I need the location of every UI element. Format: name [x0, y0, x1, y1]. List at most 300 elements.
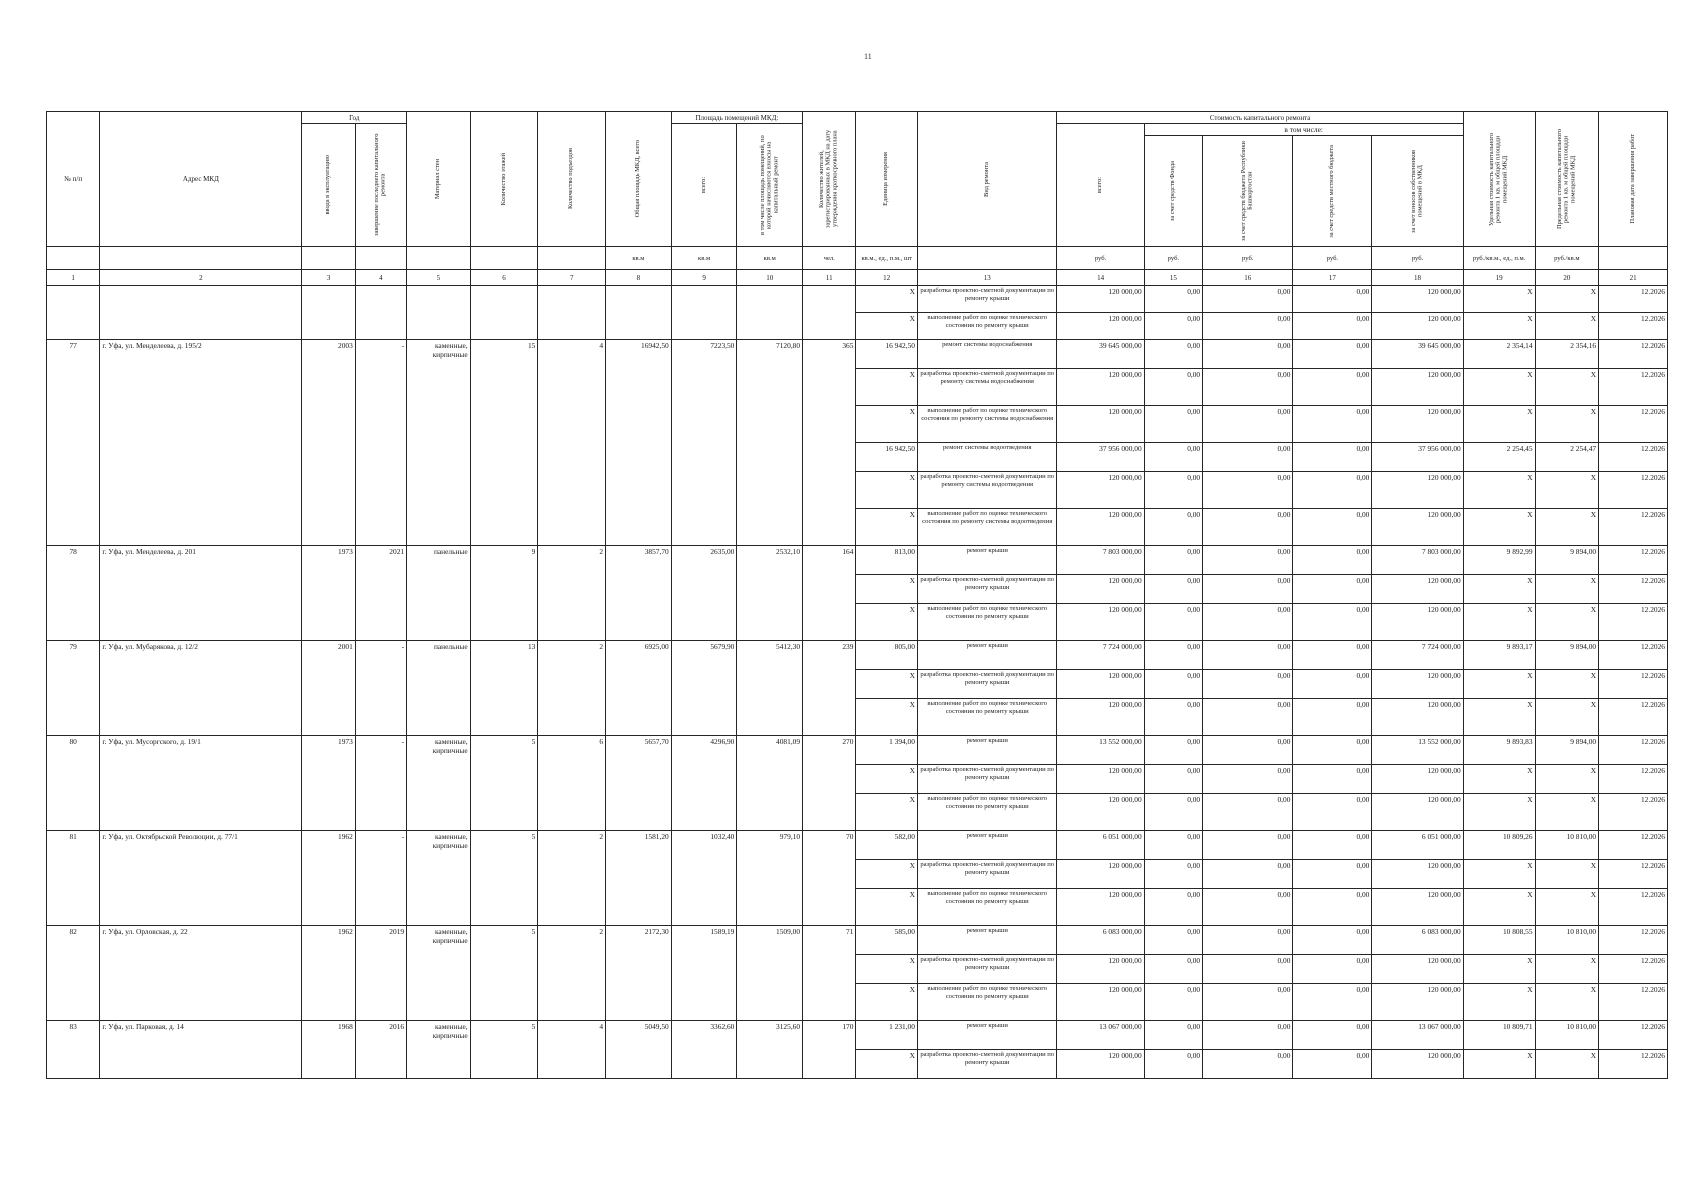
row-year-commissioning: [302, 765, 355, 794]
row-cost-owners: 6 083 000,00: [1372, 926, 1463, 955]
row-deadline: 12.2026: [1599, 984, 1668, 1021]
row-cost-fund: 0,00: [1144, 509, 1202, 546]
hdr-cost-fund: за счет средств Фонда: [1144, 136, 1202, 247]
row-cost-total: 120 000,00: [1057, 765, 1144, 794]
hdr-wall-material: Материал стен: [407, 112, 471, 247]
row-year-commissioning: [302, 604, 355, 641]
row-entrances: 4: [538, 340, 606, 369]
row-num: [47, 794, 100, 831]
row-premises-total: [671, 889, 737, 926]
row-unit: X: [856, 286, 918, 313]
row-premises-total: 3362,60: [671, 1021, 737, 1050]
row-deadline: 12.2026: [1599, 1021, 1668, 1050]
table-row: [47, 1021, 1668, 1050]
hdr-cost-republic: за счет средств бюджета Республики Башкортостан: [1203, 136, 1293, 247]
row-premises-total: [671, 369, 737, 406]
row-num: 78: [47, 546, 100, 575]
row-num: 79: [47, 641, 100, 670]
row-deadline: 12.2026: [1599, 955, 1668, 984]
row-unit-cost: 9 892,99: [1463, 546, 1535, 575]
table-row: [47, 831, 1668, 860]
row-floors: 15: [470, 340, 538, 369]
row-cost-republic: 0,00: [1203, 860, 1293, 889]
row-year-commissioning: 2001: [302, 641, 355, 670]
row-unit-cost: 2 354,14: [1463, 340, 1535, 369]
table-row: [47, 765, 1668, 794]
row-unit-cost: 9 893,83: [1463, 736, 1535, 765]
row-year-commissioning: [302, 472, 355, 509]
row-year-last-repair: -: [355, 831, 406, 860]
row-total-area: [606, 604, 672, 641]
row-cost-total: 6 083 000,00: [1057, 926, 1144, 955]
row-premises-residential: [737, 955, 803, 984]
row-cost-republic: 0,00: [1203, 699, 1293, 736]
row-premises-residential: [737, 369, 803, 406]
row-unit: X: [856, 889, 918, 926]
row-year-last-repair: 2021: [355, 546, 406, 575]
row-cost-local: 0,00: [1293, 926, 1372, 955]
row-cost-total: 120 000,00: [1057, 509, 1144, 546]
row-total-area: [606, 984, 672, 1021]
row-cost-local: 0,00: [1293, 641, 1372, 670]
row-max-cost: X: [1535, 860, 1599, 889]
row-premises-residential: [737, 699, 803, 736]
row-year-commissioning: [302, 509, 355, 546]
row-cost-fund: 0,00: [1144, 831, 1202, 860]
row-wall-material: [407, 443, 471, 472]
row-max-cost: 9 894,00: [1535, 736, 1599, 765]
row-cost-republic: 0,00: [1203, 926, 1293, 955]
row-work-type: ремонт крыши: [917, 546, 1057, 575]
row-year-last-repair: -: [355, 736, 406, 765]
row-cost-republic: 0,00: [1203, 575, 1293, 604]
row-cost-republic: 0,00: [1203, 509, 1293, 546]
row-premises-residential: 4081,09: [737, 736, 803, 765]
row-cost-local: 0,00: [1293, 955, 1372, 984]
row-work-type: разработка проектно-сметной документации по ремонту крыши: [917, 286, 1057, 313]
row-cost-fund: 0,00: [1144, 472, 1202, 509]
row-unit: X: [856, 604, 918, 641]
row-work-type: выполнение работ по оценке технического состояния по ремонту крыши: [917, 313, 1057, 340]
row-max-cost: X: [1535, 472, 1599, 509]
row-unit: X: [856, 313, 918, 340]
row-num: [47, 670, 100, 699]
row-cost-total: 120 000,00: [1057, 1050, 1144, 1079]
row-unit: 585,00: [856, 926, 918, 955]
row-cost-local: 0,00: [1293, 604, 1372, 641]
row-unit-cost: 10 809,26: [1463, 831, 1535, 860]
row-max-cost: X: [1535, 406, 1599, 443]
row-entrances: [538, 604, 606, 641]
row-address: [100, 860, 302, 889]
row-premises-total: [671, 955, 737, 984]
row-num: [47, 575, 100, 604]
row-premises-total: [671, 860, 737, 889]
row-address: г. Уфа, ул. Менделеева, д. 195/2: [100, 340, 302, 369]
row-unit-cost: X: [1463, 955, 1535, 984]
row-cost-total: 120 000,00: [1057, 699, 1144, 736]
row-floors: [470, 604, 538, 641]
row-year-last-repair: 2016: [355, 1021, 406, 1050]
row-unit: X: [856, 1050, 918, 1079]
row-address: [100, 369, 302, 406]
row-residents: [803, 860, 856, 889]
row-work-type: разработка проектно-сметной документации по ремонту системы водоотведения: [917, 472, 1057, 509]
row-address: [100, 443, 302, 472]
row-unit-cost: 9 893,17: [1463, 641, 1535, 670]
row-entrances: [538, 1050, 606, 1079]
column-number: 8: [606, 270, 672, 286]
row-floors: 9: [470, 546, 538, 575]
hdr-unit-cost: Удельная стоимость капитального ремонта 1 кв. м общей площади помещений МКД: [1463, 112, 1535, 247]
row-deadline: 12.2026: [1599, 736, 1668, 765]
row-floors: 5: [470, 736, 538, 765]
row-address: [100, 575, 302, 604]
row-address: [100, 765, 302, 794]
row-entrances: [538, 406, 606, 443]
row-deadline: 12.2026: [1599, 604, 1668, 641]
row-cost-fund: 0,00: [1144, 340, 1202, 369]
row-premises-residential: [737, 313, 803, 340]
row-num: [47, 472, 100, 509]
row-year-last-repair: 2019: [355, 926, 406, 955]
row-residents: 270: [803, 736, 856, 765]
row-total-area: [606, 509, 672, 546]
row-floors: 5: [470, 1021, 538, 1050]
row-cost-total: 6 051 000,00: [1057, 831, 1144, 860]
row-total-area: [606, 443, 672, 472]
row-cost-owners: 120 000,00: [1372, 860, 1463, 889]
row-unit: X: [856, 472, 918, 509]
table-row: [47, 736, 1668, 765]
row-unit-cost: 10 808,55: [1463, 926, 1535, 955]
row-premises-total: [671, 313, 737, 340]
row-max-cost: X: [1535, 604, 1599, 641]
row-year-commissioning: [302, 313, 355, 340]
row-cost-fund: 0,00: [1144, 575, 1202, 604]
row-work-type: выполнение работ по оценке технического состояния по ремонту крыши: [917, 794, 1057, 831]
column-number: 4: [355, 270, 406, 286]
row-num: 81: [47, 831, 100, 860]
row-year-commissioning: [302, 575, 355, 604]
unit-cost-total: руб.: [1057, 247, 1144, 270]
row-unit: X: [856, 670, 918, 699]
hdr-cost-group: Стоимость капитального ремонта: [1057, 112, 1463, 124]
table-row: [47, 369, 1668, 406]
row-residents: [803, 889, 856, 926]
hdr-address: Адрес МКД: [100, 112, 302, 247]
row-premises-total: [671, 765, 737, 794]
row-deadline: 12.2026: [1599, 889, 1668, 926]
row-cost-owners: 120 000,00: [1372, 406, 1463, 443]
row-entrances: [538, 984, 606, 1021]
row-cost-republic: 0,00: [1203, 340, 1293, 369]
hdr-cost-total: всего:: [1057, 124, 1144, 247]
row-unit-cost: X: [1463, 699, 1535, 736]
row-max-cost: 10 810,00: [1535, 926, 1599, 955]
row-floors: [470, 286, 538, 313]
row-unit-cost: X: [1463, 889, 1535, 926]
row-address: [100, 472, 302, 509]
row-year-commissioning: [302, 406, 355, 443]
row-total-area: [606, 699, 672, 736]
unit-cost-owners: руб.: [1372, 247, 1463, 270]
row-address: [100, 1050, 302, 1079]
hdr-deadline: Плановая дата завершения работ: [1599, 112, 1668, 247]
row-residents: [803, 984, 856, 1021]
row-entrances: 6: [538, 736, 606, 765]
row-premises-residential: [737, 765, 803, 794]
row-unit: X: [856, 406, 918, 443]
row-floors: [470, 794, 538, 831]
row-year-last-repair: [355, 984, 406, 1021]
row-total-area: [606, 670, 672, 699]
row-num: [47, 1050, 100, 1079]
row-unit-cost: X: [1463, 860, 1535, 889]
row-entrances: [538, 860, 606, 889]
row-year-commissioning: [302, 984, 355, 1021]
row-floors: [470, 699, 538, 736]
row-premises-residential: 3125,60: [737, 1021, 803, 1050]
row-premises-total: [671, 604, 737, 641]
row-cost-republic: 0,00: [1203, 286, 1293, 313]
row-cost-owners: 120 000,00: [1372, 1050, 1463, 1079]
row-unit: 805,00: [856, 641, 918, 670]
row-address: [100, 699, 302, 736]
row-total-area: [606, 313, 672, 340]
row-wall-material: [407, 670, 471, 699]
table-row: [47, 955, 1668, 984]
row-premises-total: [671, 406, 737, 443]
row-cost-total: 120 000,00: [1057, 889, 1144, 926]
row-total-area: [606, 1050, 672, 1079]
row-address: [100, 889, 302, 926]
row-premises-residential: 1509,00: [737, 926, 803, 955]
row-address: г. Уфа, ул. Орловская, д. 22: [100, 926, 302, 955]
hdr-year-last-repair: завершение последнего капитального ремонта: [355, 124, 406, 247]
row-work-type: разработка проектно-сметной документации по ремонту крыши: [917, 575, 1057, 604]
row-premises-total: [671, 575, 737, 604]
unit-residents: чел.: [803, 247, 856, 270]
row-num: 82: [47, 926, 100, 955]
table-row: [47, 984, 1668, 1021]
row-unit: 813,00: [856, 546, 918, 575]
row-entrances: [538, 794, 606, 831]
hdr-residents: Количество жителей, зарегистрированных в МКД на дату утверждения краткосрочного плана: [803, 112, 856, 247]
row-year-commissioning: [302, 955, 355, 984]
row-floors: [470, 1050, 538, 1079]
row-total-area: [606, 860, 672, 889]
row-max-cost: X: [1535, 955, 1599, 984]
row-wall-material: [407, 604, 471, 641]
row-cost-local: 0,00: [1293, 670, 1372, 699]
row-premises-total: [671, 472, 737, 509]
row-cost-local: 0,00: [1293, 889, 1372, 926]
row-wall-material: панельные: [407, 546, 471, 575]
row-cost-republic: 0,00: [1203, 1050, 1293, 1079]
row-cost-republic: 0,00: [1203, 670, 1293, 699]
row-cost-republic: 0,00: [1203, 369, 1293, 406]
row-address: [100, 955, 302, 984]
hdr-year-commissioning: ввода в эксплуатацию: [302, 124, 355, 247]
row-num: [47, 286, 100, 313]
row-num: [47, 443, 100, 472]
row-cost-republic: 0,00: [1203, 794, 1293, 831]
row-residents: [803, 604, 856, 641]
row-floors: [470, 472, 538, 509]
row-unit: X: [856, 955, 918, 984]
row-deadline: 12.2026: [1599, 443, 1668, 472]
row-entrances: [538, 575, 606, 604]
row-unit-cost: X: [1463, 670, 1535, 699]
row-cost-republic: 0,00: [1203, 955, 1293, 984]
row-address: [100, 984, 302, 1021]
row-deadline: 12.2026: [1599, 670, 1668, 699]
row-year-last-repair: [355, 313, 406, 340]
row-floors: 13: [470, 641, 538, 670]
unit-area: кв.м: [606, 247, 672, 270]
row-deadline: 12.2026: [1599, 575, 1668, 604]
row-deadline: 12.2026: [1599, 406, 1668, 443]
row-cost-local: 0,00: [1293, 736, 1372, 765]
column-number: 7: [538, 270, 606, 286]
row-cost-total: 120 000,00: [1057, 369, 1144, 406]
row-cost-fund: 0,00: [1144, 699, 1202, 736]
hdr-unit: Единица измерения: [856, 112, 918, 247]
row-wall-material: каменные, кирпичные: [407, 340, 471, 369]
row-work-type: ремонт крыши: [917, 641, 1057, 670]
row-entrances: 2: [538, 546, 606, 575]
row-premises-residential: [737, 794, 803, 831]
row-total-area: 16942,50: [606, 340, 672, 369]
row-num: 80: [47, 736, 100, 765]
row-max-cost: X: [1535, 984, 1599, 1021]
row-cost-fund: 0,00: [1144, 889, 1202, 926]
table-row: [47, 546, 1668, 575]
row-work-type: ремонт системы водоотведения: [917, 443, 1057, 472]
row-premises-residential: [737, 984, 803, 1021]
row-cost-local: 0,00: [1293, 406, 1372, 443]
row-work-type: разработка проектно-сметной документации по ремонту системы водоснабжения: [917, 369, 1057, 406]
table-row: [47, 406, 1668, 443]
row-cost-fund: 0,00: [1144, 1021, 1202, 1050]
row-cost-owners: 37 956 000,00: [1372, 443, 1463, 472]
row-total-area: [606, 286, 672, 313]
row-wall-material: каменные, кирпичные: [407, 736, 471, 765]
row-premises-residential: [737, 860, 803, 889]
row-cost-owners: 120 000,00: [1372, 955, 1463, 984]
row-premises-total: 7223,50: [671, 340, 737, 369]
column-number: 11: [803, 270, 856, 286]
hdr-cost-owners: за счет взносов собственников помещений в МКД: [1372, 136, 1463, 247]
unit-cost-local: руб.: [1293, 247, 1372, 270]
row-cost-fund: 0,00: [1144, 286, 1202, 313]
row-year-last-repair: -: [355, 641, 406, 670]
row-cost-owners: 120 000,00: [1372, 889, 1463, 926]
row-residents: [803, 575, 856, 604]
row-unit: X: [856, 575, 918, 604]
row-unit: 16 942,50: [856, 443, 918, 472]
row-unit-cost: 10 809,71: [1463, 1021, 1535, 1050]
row-total-area: 5049,50: [606, 1021, 672, 1050]
row-cost-local: 0,00: [1293, 765, 1372, 794]
row-unit: X: [856, 984, 918, 1021]
row-premises-total: [671, 699, 737, 736]
row-num: [47, 699, 100, 736]
hdr-premises-total: всего:: [671, 124, 737, 247]
row-premises-residential: 2532,10: [737, 546, 803, 575]
row-deadline: 12.2026: [1599, 340, 1668, 369]
row-unit-cost: X: [1463, 765, 1535, 794]
row-cost-republic: 0,00: [1203, 765, 1293, 794]
row-year-last-repair: [355, 955, 406, 984]
column-number: 12: [856, 270, 918, 286]
row-floors: 5: [470, 831, 538, 860]
row-premises-total: [671, 984, 737, 1021]
table-row: [47, 286, 1668, 313]
row-cost-total: 39 645 000,00: [1057, 340, 1144, 369]
row-work-type: выполнение работ по оценке технического состояния по ремонту крыши: [917, 984, 1057, 1021]
row-cost-owners: 120 000,00: [1372, 509, 1463, 546]
row-cost-republic: 0,00: [1203, 313, 1293, 340]
row-address: г. Уфа, ул. Мусоргского, д. 19/1: [100, 736, 302, 765]
column-number: 15: [1144, 270, 1202, 286]
row-residents: [803, 670, 856, 699]
row-address: [100, 313, 302, 340]
row-residents: [803, 699, 856, 736]
table-row: [47, 509, 1668, 546]
row-entrances: [538, 313, 606, 340]
row-max-cost: 2 354,16: [1535, 340, 1599, 369]
row-max-cost: 10 810,00: [1535, 1021, 1599, 1050]
row-year-last-repair: [355, 670, 406, 699]
row-wall-material: [407, 794, 471, 831]
row-work-type: выполнение работ по оценке технического состояния по ремонту системы водоснабжения: [917, 406, 1057, 443]
table-row: [47, 670, 1668, 699]
row-cost-owners: 13 067 000,00: [1372, 1021, 1463, 1050]
row-deadline: 12.2026: [1599, 831, 1668, 860]
row-address: г. Уфа, ул. Парковая, д. 14: [100, 1021, 302, 1050]
row-unit-cost: X: [1463, 1050, 1535, 1079]
row-year-last-repair: [355, 575, 406, 604]
row-total-area: [606, 406, 672, 443]
row-work-type: ремонт крыши: [917, 831, 1057, 860]
row-floors: [470, 313, 538, 340]
row-entrances: 2: [538, 641, 606, 670]
row-cost-owners: 120 000,00: [1372, 670, 1463, 699]
row-floors: 5: [470, 926, 538, 955]
row-num: [47, 984, 100, 1021]
column-number: 14: [1057, 270, 1144, 286]
column-number: 17: [1293, 270, 1372, 286]
row-unit-cost: X: [1463, 286, 1535, 313]
row-wall-material: [407, 699, 471, 736]
row-deadline: 12.2026: [1599, 472, 1668, 509]
row-wall-material: [407, 955, 471, 984]
row-max-cost: X: [1535, 369, 1599, 406]
units-row: [47, 247, 1668, 270]
row-floors: [470, 406, 538, 443]
row-entrances: [538, 699, 606, 736]
row-work-type: выполнение работ по оценке технического состояния по ремонту крыши: [917, 889, 1057, 926]
row-year-commissioning: [302, 699, 355, 736]
row-floors: [470, 955, 538, 984]
row-cost-republic: 0,00: [1203, 406, 1293, 443]
column-number: 13: [917, 270, 1057, 286]
row-wall-material: [407, 369, 471, 406]
row-year-commissioning: [302, 443, 355, 472]
row-wall-material: каменные, кирпичные: [407, 926, 471, 955]
